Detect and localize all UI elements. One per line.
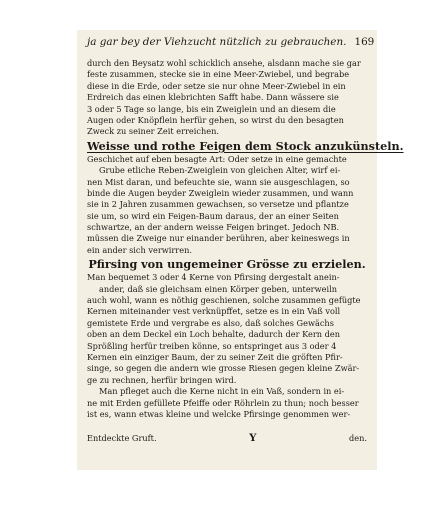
text-line: nen Mist daran, und befeuchte sie, wann sie ausgeschlagen, so xyxy=(87,176,350,187)
running-header xyxy=(87,33,375,51)
catchword-left: Entdeckte Gruft. xyxy=(87,433,157,443)
text-line: sie um, so wird ein Feigen-Baum daraus, der an einer Seiten xyxy=(87,210,339,221)
section-heading-feigen: Weisse und rothe Feigen dem Stock anzukünsteln. xyxy=(87,138,404,153)
text-line: 3 oder 5 Tage so lange, bis ein Zweiglein und an diesem die xyxy=(87,103,336,114)
text-line: Grube etliche Reben-Zweiglein von gleichen Alter, wirf ei- xyxy=(99,165,341,176)
signature-mark: Y xyxy=(249,432,257,444)
text-line: singe, so gegen die andern wie grosse Riesen gegen kleine Zwär- xyxy=(87,363,360,374)
text-line: ein ander sich verwirren. xyxy=(87,244,192,255)
text-line: ander, daß sie gleichsam einen Körper geben, unterweiln xyxy=(99,283,337,294)
catchword-right: den. xyxy=(349,433,367,443)
text-line: oben an dem Deckel ein Loch behalte, dadurch der Kern den xyxy=(87,329,340,340)
text-line: diese in die Erde, oder setze sie nur ohne Meer-Zwiebel in ein xyxy=(87,80,346,91)
text-line: Man bequemet 3 oder 4 Kerne von Pfirsing dergestalt anein- xyxy=(87,272,340,283)
text-line: sie in 2 Jahren zusammen gewachsen, so versetze und pflantze xyxy=(87,199,349,210)
text-line: ge zu rechnen, herfür bringen wird. xyxy=(87,374,237,385)
text-line: binde die Augen beyder Zweiglein wieder zusammen, und wann xyxy=(87,187,354,198)
text-line: durch den Beysatz wohl schicklich ansehe, alsdann mache sie gar xyxy=(87,58,361,68)
text-line: Erdreich das einen klebrichten Safft habe. Dann wässere sie xyxy=(87,92,339,103)
text-line: Sprößling herfür treiben könne, so entspringet aus 3 oder 4 xyxy=(87,340,337,351)
paragraph-2 xyxy=(87,154,367,257)
running-title: ja gar bey der Viehzucht nützlich zu gebrauchen. xyxy=(87,36,347,48)
text-line: Augen oder Knöpflein herfür gehen, so wirst du den besagten xyxy=(87,114,344,125)
text-line: Kernen ein einziger Baum, der zu seiner Zeit die gröften Pfir- xyxy=(87,351,343,362)
text-line: gemistete Erde und vergrabe es also, daß solches Gewächs xyxy=(87,317,334,328)
text-line: Man pfleget auch die Kerne nicht in ein Vaß, sondern in ei- xyxy=(99,386,345,397)
paragraph-4 xyxy=(87,386,367,420)
page-body xyxy=(87,58,404,420)
page-footer xyxy=(87,432,367,444)
text-line: ist es, wann etwas kleine und welcke Pfirsinge genommen wer- xyxy=(87,408,351,419)
text-line: müssen die Zweige nur einander berühren, aber keineswegs in xyxy=(87,233,350,244)
text-line: Zweck zu seiner Zeit erreichen. xyxy=(87,126,219,137)
paragraph-3 xyxy=(87,272,367,386)
text-line: Kernen miteinander vest verknüpffet, setze es in ein Vaß voll xyxy=(87,306,341,317)
text-line: auch wohl, wann es nöthig geschienen, solche zusammen gefügte xyxy=(87,295,361,306)
text-line: feste zusammen, stecke sie in eine Meer-Zwiebel, und begrabe xyxy=(87,69,350,80)
page-number: 169 xyxy=(354,36,375,48)
text-line: schwartze, an der andern weisse Feigen bringet. Jedoch NB. xyxy=(87,222,340,233)
section-heading-pfirsing: Pfirsing von ungemeiner Grösse zu erzielen. xyxy=(88,257,366,272)
text-line: ne mit Erden gefüllete Pfeiffe oder Röhrlein zu thun; noch besser xyxy=(87,397,359,408)
text-line: Geschichet auf eben besagte Art: Oder setze in eine gemachte xyxy=(87,153,347,164)
paragraph-1 xyxy=(87,58,367,138)
